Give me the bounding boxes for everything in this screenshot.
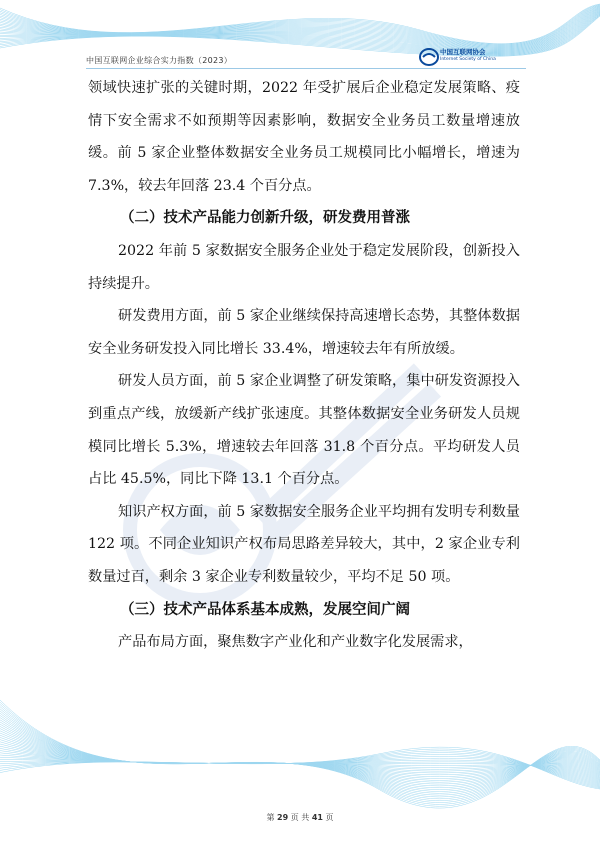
header-divider: [86, 68, 526, 69]
footer-suffix: 页: [325, 813, 334, 822]
header-title: 中国互联网企业综合实力指数（2023）: [86, 56, 233, 65]
section-heading-2: （二）技术产品能力创新升级，研发费用普涨: [120, 209, 410, 227]
paragraph-1: 领域快速扩张的关键时期，2022 年受扩展后企业稳定发展策略、疫情下安全需求不如预期等因素影响，数据安全业务员工数量增速放缓。前 5 家企业整体数据安全业务员工规模同比小幅增长，增速为 7.3%，较去年回落 23.4 个百分点。: [88, 80, 520, 194]
footer-middle: 页 共: [290, 813, 310, 822]
page-footer: [0, 812, 600, 823]
paragraph-6: 产品布局方面，聚焦数字产业化和产业数字化发展需求，: [118, 634, 473, 651]
paragraph-4: 研发人员方面，前 5 家企业调整了研发策略，集中研发资源投入到重点产线，放缓新产线扩张速度。其整体数据安全业务研发人员规模同比增长 5.3%，增速较去年回落 31.8 个百分点。平均研发人员占比 45.5%，同比下降 13.1 个百分点。: [88, 373, 520, 488]
current-page-number: 29: [277, 813, 289, 822]
logo-text: [440, 48, 496, 64]
section-heading-3: （三）技术产品体系基本成熟，发展空间广阔: [120, 600, 410, 618]
total-page-number: 41: [311, 813, 323, 822]
body-content: [88, 72, 520, 659]
logo-name-cn: 中国互联网协会: [440, 48, 486, 56]
logo-name-en: Internet Society of China: [440, 57, 496, 62]
paragraph-5: 知识产权方面，前 5 家数据安全服务企业平均拥有发明专利数量 122 项。不同企业知识产权布局思路差异较大，其中，2 家企业专利数量过百，剩余 3 家企业专利数量较少，平均不足 50 项。: [88, 503, 520, 585]
paragraph-3: 研发费用方面，前 5 家企业继续保持高速增长态势，其整体数据安全业务研发投入同比增长 33.4%，增速较去年有所放缓。: [88, 308, 520, 357]
paragraph-2: 2022 年前 5 家数据安全服务企业处于稳定发展阶段，创新投入持续提升。: [88, 242, 520, 292]
footer-prefix: 第: [266, 813, 275, 822]
